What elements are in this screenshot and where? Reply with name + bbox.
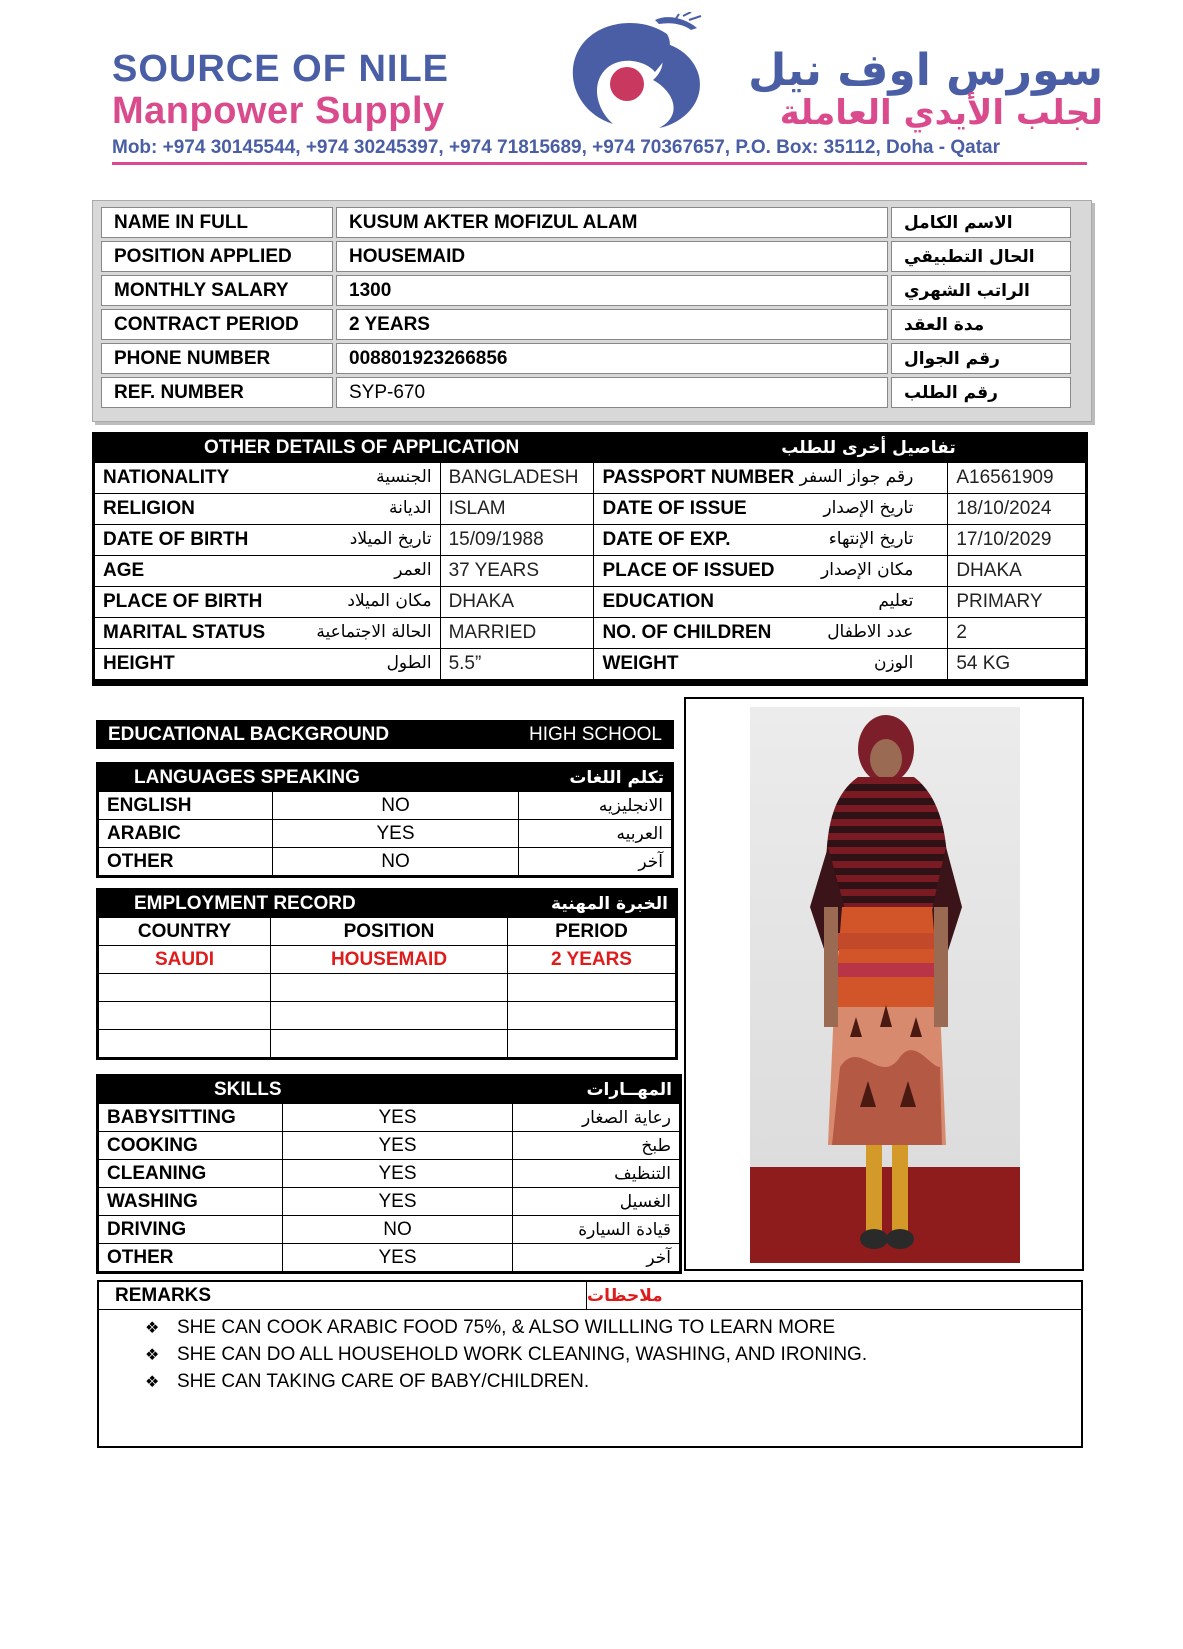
details-header: [94, 434, 1086, 462]
empty-cell: [99, 974, 271, 1002]
detail-label-en: PASSPORT NUMBER: [602, 467, 795, 488]
detail-label: [594, 463, 948, 494]
detail-value: DHAKA: [440, 587, 594, 618]
skill-value: YES: [283, 1188, 513, 1216]
remark-item: [145, 1314, 1081, 1341]
remarks-section: [97, 1280, 1083, 1448]
detail-label-en: EDUCATION: [602, 591, 714, 612]
detail-label: [594, 618, 948, 649]
remarks-title-ar: ملاحظات: [587, 1285, 663, 1306]
skill-name-ar: طبخ: [513, 1132, 680, 1160]
skills-title-ar: المهــارات: [586, 1079, 672, 1100]
remark-item: [145, 1368, 1081, 1395]
detail-label: [594, 556, 948, 587]
summary-label: MONTHLY SALARY: [101, 275, 333, 306]
summary-label: NAME IN FULL: [101, 207, 333, 238]
empty-cell: [508, 1030, 676, 1058]
detail-label-ar: رقم جواز السفر: [799, 467, 914, 487]
detail-label: [95, 587, 441, 618]
detail-value: 54 KG: [948, 649, 1086, 680]
summary-label-ar: رقم الطلب: [891, 377, 1071, 408]
skills-section: [96, 1074, 682, 1274]
skill-name-ar: قيادة السيارة: [513, 1216, 680, 1244]
skill-value: YES: [283, 1104, 513, 1132]
company-name-ar-line2: لجلب الأيدي العاملة: [779, 93, 1103, 134]
summary-label-ar: الحال التطبيقي: [891, 241, 1071, 272]
empty-cell: [99, 1030, 271, 1058]
employment-country: SAUDI: [99, 946, 271, 974]
detail-label-en: DATE OF EXP.: [602, 529, 731, 550]
detail-value: BANGLADESH: [440, 463, 594, 494]
skill-row: [99, 1132, 680, 1160]
summary-row-contract: [101, 309, 1083, 342]
details-row: [95, 525, 1086, 556]
detail-label: [95, 649, 441, 680]
employment-title: EMPLOYMENT RECORD: [134, 892, 356, 914]
detail-label-ar: مكان الميلاد: [347, 591, 432, 611]
summary-row-ref: [101, 377, 1083, 410]
summary-value: HOUSEMAID: [336, 241, 888, 272]
summary-row-phone: [101, 343, 1083, 376]
summary-label-ar: الراتب الشهري: [891, 275, 1071, 306]
detail-value: 2: [948, 618, 1086, 649]
skill-value: YES: [283, 1160, 513, 1188]
language-value: NO: [273, 848, 519, 876]
detail-value: 18/10/2024: [948, 494, 1086, 525]
summary-label: POSITION APPLIED: [101, 241, 333, 272]
language-name-ar: آخر: [519, 848, 672, 876]
language-row: [99, 792, 672, 820]
remark-text: SHE CAN COOK ARABIC FOOD 75%, & ALSO WILLLING TO LEARN MORE: [177, 1316, 836, 1338]
details-row: [95, 649, 1086, 680]
summary-row-position: [101, 241, 1083, 274]
remarks-list: [99, 1310, 1081, 1395]
summary-label: REF. NUMBER: [101, 377, 333, 408]
skill-row: [99, 1188, 680, 1216]
company-logo-icon: [555, 12, 715, 132]
detail-label-ar: الوزن: [873, 653, 914, 673]
detail-label: [95, 463, 441, 494]
employment-period: 2 YEARS: [508, 946, 676, 974]
empty-cell: [508, 974, 676, 1002]
summary-label-ar: الاسم الكامل: [891, 207, 1071, 238]
skill-row: [99, 1216, 680, 1244]
detail-label: [95, 525, 441, 556]
detail-label-ar: تاريخ الإصدار: [823, 498, 914, 518]
language-name: ARABIC: [99, 820, 273, 848]
detail-label: [594, 494, 948, 525]
detail-label-ar: الحالة الاجتماعية: [316, 622, 432, 642]
employment-title-ar: الخبرة المهنية: [551, 893, 668, 914]
summary-label: CONTRACT PERIOD: [101, 309, 333, 340]
detail-label-en: HEIGHT: [103, 653, 175, 674]
summary-label-ar: رقم الجوال: [891, 343, 1071, 374]
applicant-summary: [92, 200, 1092, 422]
detail-value: 5.5”: [440, 649, 594, 680]
language-row: [99, 848, 672, 876]
employment-header-row: [99, 918, 676, 946]
empty-cell: [271, 1030, 508, 1058]
skill-name-ar: التنظيف: [513, 1160, 680, 1188]
employment-row: [99, 946, 676, 974]
detail-label: [594, 649, 948, 680]
remark-text: SHE CAN DO ALL HOUSEHOLD WORK CLEANING, WASHING, AND IRONING.: [177, 1343, 868, 1365]
languages-table: [98, 791, 672, 876]
education-value: HIGH SCHOOL: [528, 723, 662, 745]
detail-value: PRIMARY: [948, 587, 1086, 618]
details-table: [94, 462, 1086, 680]
employment-col-country: COUNTRY: [99, 918, 271, 946]
details-row: [95, 618, 1086, 649]
applicant-photo-frame: [684, 697, 1084, 1271]
skills-title: SKILLS: [214, 1078, 282, 1100]
languages-title: LANGUAGES SPEAKING: [134, 766, 360, 788]
details-row: [95, 463, 1086, 494]
skill-name-ar: الغسيل: [513, 1188, 680, 1216]
language-value: NO: [273, 792, 519, 820]
detail-label-en: PLACE OF ISSUED: [602, 560, 775, 581]
contact-info: Mob: +974 30145544, +974 30245397, +974 71815689, +974 70367657, P.O. Box: 35112, Doha - Qatar: [112, 137, 1087, 165]
employment-col-position: POSITION: [271, 918, 508, 946]
detail-label: [95, 556, 441, 587]
detail-value: 37 YEARS: [440, 556, 594, 587]
detail-label-en: MARITAL STATUS: [103, 622, 266, 643]
detail-label-ar: تاريخ الميلاد: [349, 529, 432, 549]
detail-value: 17/10/2029: [948, 525, 1086, 556]
language-name-ar: العربيه: [519, 820, 672, 848]
skill-name: OTHER: [99, 1244, 283, 1272]
remark-item: [145, 1341, 1081, 1368]
summary-value: KUSUM AKTER MOFIZUL ALAM: [336, 207, 888, 238]
details-row: [95, 587, 1086, 618]
details-row: [95, 494, 1086, 525]
details-row: [95, 556, 1086, 587]
detail-label-ar: تعليم: [878, 591, 914, 611]
detail-label: [594, 525, 948, 556]
skill-value: NO: [283, 1216, 513, 1244]
detail-label: [95, 494, 441, 525]
detail-label-ar: العمر: [394, 560, 432, 580]
language-name: ENGLISH: [99, 792, 273, 820]
applicant-photo: [750, 707, 1020, 1263]
detail-label-ar: الديانة: [388, 498, 432, 518]
detail-label-en: RELIGION: [103, 498, 195, 519]
remarks-header: [99, 1282, 1081, 1310]
employment-section: [96, 888, 678, 1060]
remarks-title: REMARKS: [99, 1282, 587, 1309]
diamond-bullet-icon: ❖: [145, 1319, 160, 1337]
skill-name: CLEANING: [99, 1160, 283, 1188]
skill-row: [99, 1104, 680, 1132]
detail-label-en: NATIONALITY: [103, 467, 230, 488]
empty-cell: [271, 1002, 508, 1030]
application-details: [92, 432, 1088, 686]
skills-header: [98, 1076, 680, 1103]
detail-value: DHAKA: [948, 556, 1086, 587]
skills-table: [98, 1103, 680, 1272]
employment-header: [98, 890, 676, 917]
detail-label: [594, 587, 948, 618]
skill-value: YES: [283, 1132, 513, 1160]
skill-row: [99, 1244, 680, 1272]
empty-cell: [271, 974, 508, 1002]
summary-row-salary: [101, 275, 1083, 308]
company-name-line1: SOURCE OF NILE: [112, 48, 450, 90]
empty-cell: [99, 1002, 271, 1030]
skill-name: BABYSITTING: [99, 1104, 283, 1132]
language-name-ar: الانجليزيه: [519, 792, 672, 820]
skill-name-ar: آخر: [513, 1244, 680, 1272]
letterhead: [0, 0, 1183, 185]
summary-label: PHONE NUMBER: [101, 343, 333, 374]
detail-label: [95, 618, 441, 649]
detail-value: 15/09/1988: [440, 525, 594, 556]
company-name-en: [112, 50, 449, 130]
company-name-ar: [748, 45, 1103, 134]
detail-label-en: DATE OF ISSUE: [602, 498, 747, 519]
detail-label-en: PLACE OF BIRTH: [103, 591, 263, 612]
education-bar: [96, 720, 674, 749]
detail-value: MARRIED: [440, 618, 594, 649]
employment-empty-row: [99, 1030, 676, 1058]
skill-name: WASHING: [99, 1188, 283, 1216]
skill-name: DRIVING: [99, 1216, 283, 1244]
detail-label-en: AGE: [103, 560, 145, 581]
company-name-ar-line1: سورس اوف نيل: [748, 45, 1103, 96]
summary-value: 2 YEARS: [336, 309, 888, 340]
detail-label-en: DATE OF BIRTH: [103, 529, 249, 550]
language-value: YES: [273, 820, 519, 848]
skill-row: [99, 1160, 680, 1188]
summary-label-ar: مدة العقد: [891, 309, 1071, 340]
language-name: OTHER: [99, 848, 273, 876]
company-name-line2: Manpower Supply: [112, 90, 445, 132]
diamond-bullet-icon: ❖: [145, 1346, 160, 1364]
education-label: EDUCATIONAL BACKGROUND: [108, 723, 390, 745]
detail-label-ar: عدد الاطفال: [827, 622, 914, 642]
summary-row-name: [101, 207, 1083, 240]
employment-empty-row: [99, 974, 676, 1002]
languages-title-ar: تكلم اللغات: [569, 767, 664, 788]
detail-label-en: NO. OF CHILDREN: [602, 622, 772, 643]
employment-col-period: PERIOD: [508, 918, 676, 946]
detail-value: A16561909: [948, 463, 1086, 494]
details-title: OTHER DETAILS OF APPLICATION: [204, 437, 520, 458]
skill-name: COOKING: [99, 1132, 283, 1160]
languages-header: [98, 764, 672, 791]
skill-name-ar: رعاية الصغار: [513, 1104, 680, 1132]
languages-section: [96, 762, 674, 878]
skill-value: YES: [283, 1244, 513, 1272]
details-title-ar: تفاصيل أخرى للطلب: [781, 438, 956, 458]
remark-text: SHE CAN TAKING CARE OF BABY/CHILDREN.: [177, 1370, 590, 1392]
language-row: [99, 820, 672, 848]
employment-table: [98, 917, 676, 1058]
detail-label-en: WEIGHT: [602, 653, 679, 674]
summary-value: SYP-670: [336, 377, 888, 408]
employment-empty-row: [99, 1002, 676, 1030]
diamond-bullet-icon: ❖: [145, 1373, 160, 1391]
employment-position: HOUSEMAID: [271, 946, 508, 974]
summary-value: 1300: [336, 275, 888, 306]
detail-label-ar: مكان الإصدار: [821, 560, 914, 580]
detail-label-ar: تاريخ الإنتهاء: [828, 529, 914, 549]
detail-label-ar: الطول: [386, 653, 432, 673]
summary-value: 008801923266856: [336, 343, 888, 374]
detail-label-ar: الجنسية: [376, 467, 432, 487]
detail-value: ISLAM: [440, 494, 594, 525]
empty-cell: [508, 1002, 676, 1030]
